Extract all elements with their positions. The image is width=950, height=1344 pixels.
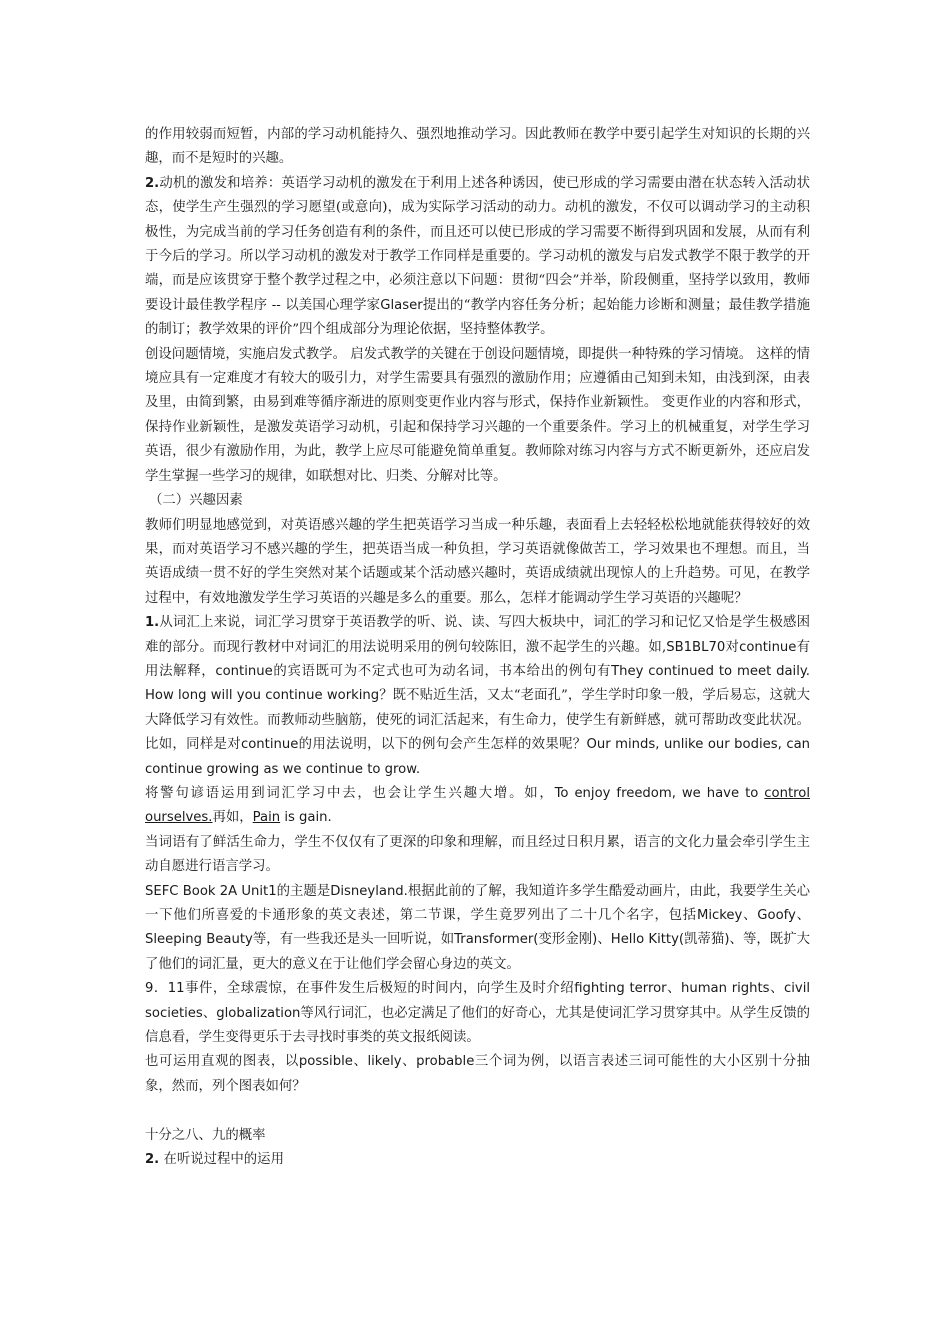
blank-line bbox=[145, 1099, 810, 1123]
paragraph-disneyland: SEFC Book 2A Unit1的主题是Disneyland.根据此前的了解，我知道许多学生酷爱动画片，由此，我要学生关心一下他们所喜爱的卡通形象的英文表述，第二节课，学生竟罗列出了二十几个名字，包括Mickey、Goofy、Sleeping Beauty等，有一些我还是头一回听说，如Transformer(变形金刚)、Hello Kitty(凯蒂猫)、等，既扩大了他们的词汇量，更大的意义在于让他们学会留心身边的英文。 bbox=[145, 883, 811, 972]
paragraph-intro: 的作用较弱而短暂，内部的学习动机能持久、强烈地推动学习。因此教师在教学中要引起学生对知识的长期的兴趣，而不是短时的兴趣。 bbox=[145, 127, 810, 167]
paragraph-interest: 教师们明显地感觉到，对英语感兴趣的学生把英语学习当成一种乐趣，表面看上去轻轻松松地就能获得较好的效果，而对英语学习不感兴趣的学生，把英语当成一种负担，学习英语就像做苦工，学习效果也不理想。而且，当英语成绩一贯不好的学生突然对某个话题或某个活动感兴趣时，英语成绩就出现惊人的上升趋势。可见，在教学过程中，有效地激发学生学习英语的兴趣是多么的重要。那么，怎样才能调动学生学习英语的兴趣呢？ bbox=[145, 517, 810, 606]
paragraph-vocabulary: 1.从词汇上来说，词汇学习贯穿于英语教学的听、说、读、写四大板块中，词汇的学习和记忆又恰是学生极感困难的部分。而现行教材中对词汇的用法说明采用的例句较陈旧，激不起学生的兴趣。如,SB1BL70对continue有用法解释，continue的宾语既可为不定式也可为动名词，书本给出的例句有They continued to meet daily. How long will you continue working？既不贴近生活，又太“老面孔”，学生学时印象一般，学后易忘，这就大大降低学习有效性。而教师动些脑筋，使死的词汇活起来，有生命力，使学生有新鲜感，就可帮助改变此状况。比如，同样是对continue的用法说明，以下的例句会产生怎样的效果呢？Our minds, unlike our bodies, can continue growing as we continue to grow. bbox=[145, 615, 811, 777]
paragraph-listening: 2. 在听说过程中的运用 bbox=[145, 1152, 284, 1168]
underlined-word: Pain bbox=[252, 810, 281, 826]
paragraph-proverbs: 将警句谚语运用到词汇学习中去，也会让学生兴趣大增。如，To enjoy freedom, we have to control ourselves.再如，Pain is gain. bbox=[145, 785, 811, 826]
paragraph-chart-words: 也可运用直观的图表，以possible、likely、probable三个词为例，以语言表述三词可能性的大小区别十分抽象，然而，列个图表如何？ bbox=[145, 1054, 811, 1094]
paragraph-motivation: 2.动机的激发和培养：英语学习动机的激发在于利用上述各种诱因，使已形成的学习需要由潜在状态转入活动状态，使学生产生强烈的学习愿望(或意向)，成为实际学习活动的动力。动机的激发，不仅可以调动学习的主动积极性，为完成当前的学习任务创造有利的条件，而且还可以使已形成的学习需要不断得到巩固和发展，从而有利于今后的学习。所以学习动机的激发对于教学工作同样是重要的。学习动机的激发与启发式教学不限于教学的开端，而是应该贯穿于整个教学过程之中，必须注意以下问题：贯彻“四会”并举，阶段侧重，坚持学以致用，教师要设计最佳教学程序 -- 以美国心理学家Glaser提出的“教学内容任务分析；起始能力诊断和测量；最佳教学措施的制订；教学效果的评价”四个组成部分为理论依据，坚持整体教学。 bbox=[145, 175, 811, 338]
paragraph-heuristic: 创设问题情境，实施启发式教学。 启发式教学的关键在于创设问题情境，即提供一种特殊的学习情境。 这样的情境应具有一定难度才有较大的吸引力，对学生需要具有强烈的激励作用；应遵循由己知到未知，由浅到深，由表及里，由简到繁，由易到难等循序渐进的原则变更作业内容与形式，保持作业新颖性。 变更作业的内容和形式，保持作业新颖性，是激发英语学习动机，引起和保持学习兴趣的一个重要条件。学习上的机械重复，对学生学习英语，很少有激励作用，为此，教学上应尽可能避免简单重复。教师除对练习内容与方式不断更新外，还应启发学生掌握一些学习的规律，如联想对比、归类、分解对比等。 bbox=[145, 346, 810, 484]
paragraph-911: 9．11事件，全球震惊，在事件发生后极短的时间内，向学生及时介绍fighting terror、human rights、civil societies、globalization等风行词汇，也必定满足了他们的好奇心，尤其是使词汇学习贯穿其中。从学生反馈的信息看，学生变得更乐于去寻找时事类的英文报纸阅读。 bbox=[145, 981, 811, 1046]
heading-interest-factors: （二）兴趣因素 bbox=[149, 493, 243, 509]
paragraph-probability: 十分之八、九的概率 bbox=[145, 1127, 266, 1143]
paragraph-living-words: 当词语有了鲜活生命力，学生不仅仅有了更深的印象和理解，而且经过日积月累，语言的文化力量会牵引学生主动自愿进行语言学习。 bbox=[145, 834, 810, 875]
document-page bbox=[145, 123, 810, 1172]
section-number: 2. bbox=[145, 1152, 160, 1168]
section-number: 2. bbox=[145, 175, 160, 191]
underlined-phrase: control ourselves. bbox=[145, 785, 811, 826]
section-number: 1. bbox=[145, 615, 160, 631]
